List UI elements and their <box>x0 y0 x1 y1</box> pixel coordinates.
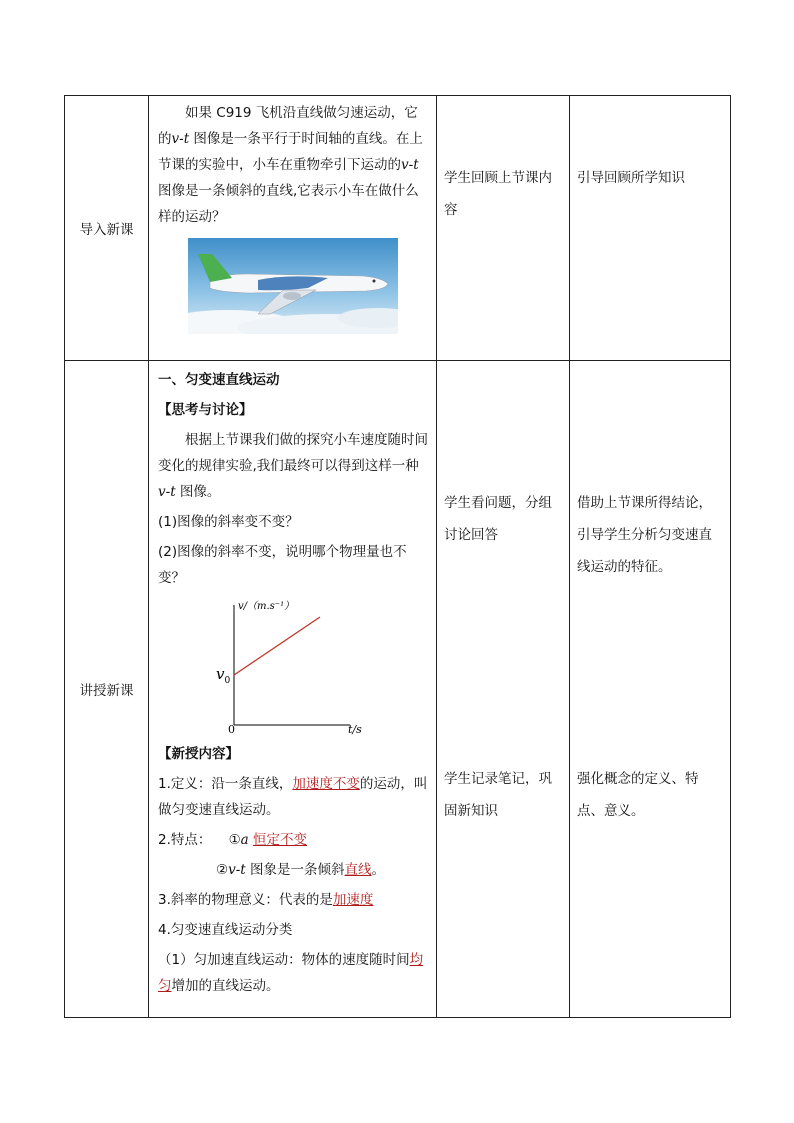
table-row-new-lesson <box>65 361 731 1018</box>
slope-meaning: 3.斜率的物理意义：代表的是加速度 <box>158 892 374 908</box>
teacher-cell-new-lesson <box>570 361 731 1018</box>
lesson-plan-table <box>64 95 731 1018</box>
teacher-cell-intro <box>570 96 731 361</box>
new-content-title: 【新授内容】 <box>158 746 239 762</box>
table-row-intro <box>65 96 731 361</box>
vt-graph <box>210 597 380 737</box>
student-cell-intro <box>437 96 570 361</box>
teacher-activity-guide: 借助上节课所得结论，引导学生分析匀变速直线运动的特征。 <box>577 495 712 575</box>
c919-airplane-image <box>188 238 398 334</box>
question-1: (1)图像的斜率变不变？ <box>158 514 299 530</box>
x-axis-label: t/s <box>348 723 362 736</box>
accel-constant-highlight: 加速度不变 <box>292 776 360 792</box>
content-cell-intro <box>149 96 437 361</box>
y-axis-label: v/（m.s⁻¹） <box>238 601 295 612</box>
section-heading: 一、匀变速直线运动 <box>158 372 280 388</box>
uniform-acceleration: （1）匀加速直线运动：物体的速度随时间均匀增加的直线运动。 <box>158 952 424 994</box>
teacher-activity-intro: 引导回顾所学知识 <box>577 170 685 186</box>
velocity-line <box>234 617 320 675</box>
student-activity-notes: 学生记录笔记，巩固新知识 <box>444 771 552 819</box>
student-activity-discuss: 学生看问题，分组讨论回答 <box>444 495 552 543</box>
student-activity-intro: 学生回顾上节课内容 <box>444 170 552 218</box>
v0-label: $v_0$ <box>216 665 231 686</box>
classification-title: 4.匀变速直线运动分类 <box>158 922 293 938</box>
discuss-title: 【思考与讨论】 <box>158 402 253 418</box>
question-2: (2)图像的斜率不变，说明哪个物理量也不变？ <box>158 544 407 586</box>
stage-cell-intro: 导入新课 <box>65 96 149 361</box>
feature-2: ②v-t 图象是一条倾斜直线。 <box>216 862 386 878</box>
discuss-paragraph: 根据上节课我们做的探究小车速度随时间变化的规律实验,我们最终可以得到这样一种v-t 图像。 <box>158 432 428 500</box>
student-cell-new-lesson <box>437 361 570 1018</box>
stage-cell-new-lesson: 讲授新课 <box>65 361 149 1018</box>
definition-text: 1.定义：沿一条直线，加速度不变的运动，叫做匀变速直线运动。 <box>158 776 428 818</box>
feature-1: 2.特点： ①a 恒定不变 <box>158 832 308 848</box>
teacher-activity-reinforce: 强化概念的定义、特点、意义。 <box>577 771 699 819</box>
origin-label: 0 <box>228 723 235 736</box>
intro-paragraph: 如果 C919 飞机沿直线做匀速运动，它的v-t 图像是一条平行于时间轴的直线。在上节课的实验中，小车在重物牵引下运动的v-t 图像是一条倾斜的直线,它表示小车在做什么样的运动？ <box>158 105 423 225</box>
content-cell-new-lesson <box>149 361 437 1018</box>
